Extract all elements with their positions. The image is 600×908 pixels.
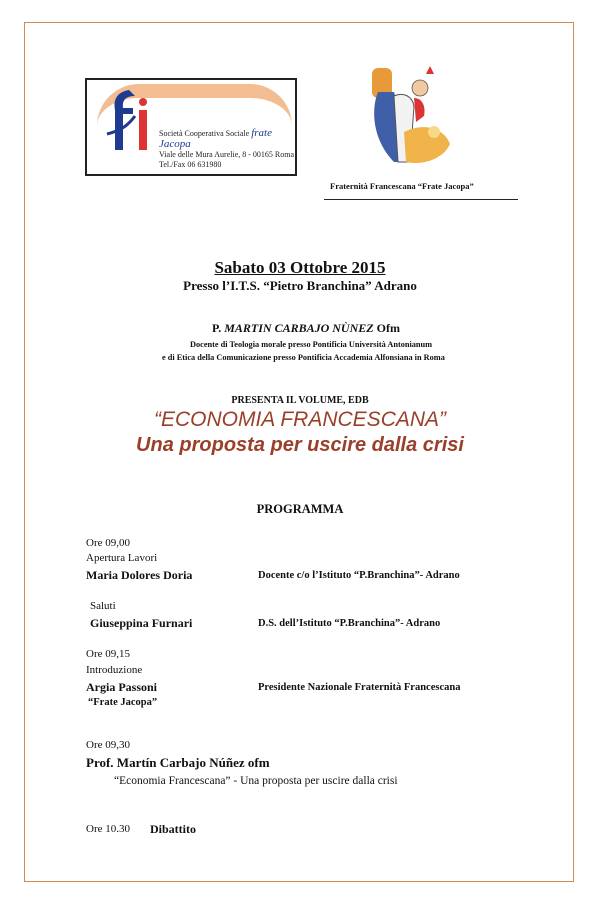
item-time-1: Ore 09,00 [86,537,130,549]
item-label-2: Saluti [90,600,116,612]
header-divider [324,199,518,200]
item-name-2: Giuseppina Furnari [90,616,193,630]
programma-heading: PROGRAMMA [256,502,344,516]
item-time-4: Ore 09,30 [86,739,130,751]
item-desc-4: “Economia Francescana” - Una proposta per uscire dalla crisi [114,775,398,787]
speaker-fullname: MARTIN CARBAJO NÙNEZ [224,321,374,335]
speaker-suffix: Ofm [376,321,400,335]
logo-brand: frate Jacopa [159,127,272,150]
logo-line3: Tel./Fax 06 631980 [159,160,222,169]
item-name-3: Argia Passoni [86,680,158,694]
item-label-1: Apertura Lavori [86,552,158,564]
fraternita-caption: Fraternità Francescana “Frate Jacopa” [330,181,474,191]
speaker-prefix: P. [212,321,222,335]
item-desc-2: D.S. dell’Istituto “P.Branchina”- Adrano [258,618,441,629]
item-desc-3: Presidente Nazionale Fraternità Francescana [258,682,461,693]
item-time-5: Ore 10.30 [86,823,130,835]
cooperativa-logo [85,78,297,176]
item-desc-1: Docente c/o l’Istituto “P.Branchina”- Adrano [258,570,460,581]
logo-line1-prefix: Società Cooperativa Sociale [159,129,250,138]
logo-address [159,128,295,170]
item-name-4: Prof. Martín Carbajo Núñez ofm [86,755,270,770]
speaker-role-1: Docente di Teologia morale presso Pontificia Università Antonianum [190,340,433,349]
item-name-1: Maria Dolores Doria [86,568,193,582]
logo-line2: Viale delle Mura Aurelie, 8 - 00165 Roma [159,150,295,159]
item-name-5: Dibattito [150,822,196,836]
speaker-role-2: e di Etica della Comunicazione presso Pontificia Accademia Alfonsiana in Roma [162,353,445,362]
event-place: Presso l’I.T.S. “Pietro Branchina” Adrano [183,278,417,293]
speaker-name [212,321,400,336]
item-extra-3: “Frate Jacopa” [88,697,158,708]
item-label-3: Introduzione [86,664,143,676]
book-subtitle: Una proposta per uscire dalla crisi [136,434,464,456]
item-time-3: Ore 09,15 [86,648,130,660]
fj-logo-icon [99,86,159,156]
presenta-line: PRESENTA IL VOLUME, EDB [231,395,369,406]
fraternita-illustration-icon [364,62,454,174]
event-date: Sabato 03 Ottobre 2015 [214,258,386,277]
book-title: “ECONOMIA FRANCESCANA” [153,408,447,431]
